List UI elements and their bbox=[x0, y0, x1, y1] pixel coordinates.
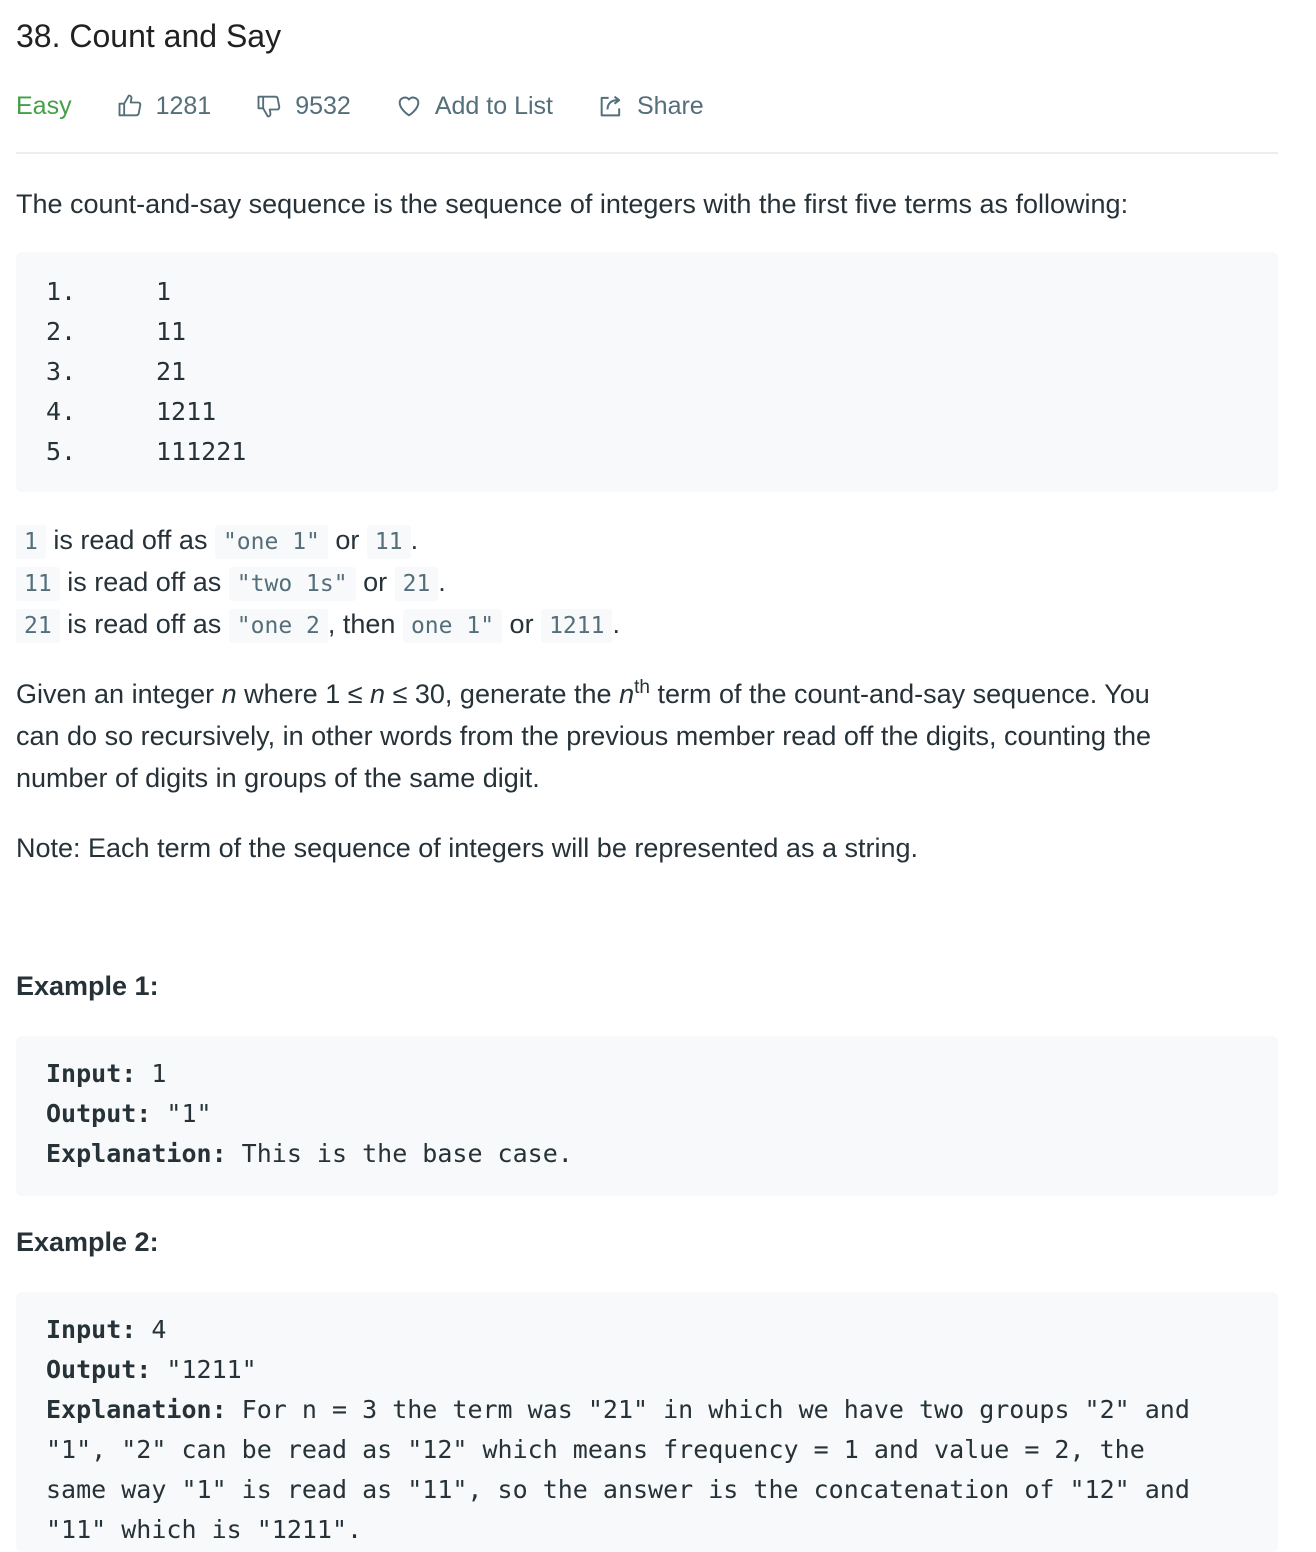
example-1-heading: Example 1: bbox=[16, 971, 159, 1001]
share-icon bbox=[597, 92, 625, 120]
sequence-line: 5. 111221 bbox=[46, 437, 247, 466]
example-2-block: Input: 4 Output: "1211" Explanation: For n = 3 the term was "21" in which we have two groups "2" and "1", "2" can be read as "12" which means frequency = 1 and value = 2, the same way "1" is read as "11", so the answer is the concatenation of "12" and "11" which is "1211". bbox=[16, 1292, 1278, 1552]
heart-icon bbox=[395, 92, 423, 120]
dislike-button[interactable] bbox=[255, 92, 351, 121]
add-to-list-button[interactable] bbox=[395, 92, 553, 121]
problem-title: 38. Count and Say bbox=[16, 18, 282, 54]
readoff-line: 21 is read off as "one 2 , then one 1" or 1211 . bbox=[16, 603, 620, 647]
example-2-heading: Example 2: bbox=[16, 1227, 159, 1257]
sequence-line: 4. 1211 bbox=[46, 397, 217, 426]
sequence-line: 3. 21 bbox=[46, 357, 187, 386]
problem-meta-bar bbox=[16, 84, 748, 128]
dislike-count: 9532 bbox=[295, 91, 351, 120]
divider bbox=[16, 152, 1278, 154]
add-to-list-label: Add to List bbox=[434, 91, 553, 120]
like-button[interactable] bbox=[116, 92, 212, 121]
share-button[interactable] bbox=[597, 92, 704, 121]
note-text: Note: Each term of the sequence of integers will be represented as a string. bbox=[16, 833, 918, 863]
thumbs-up-icon bbox=[116, 92, 144, 120]
difficulty-label: Easy bbox=[16, 91, 72, 120]
thumbs-down-icon bbox=[255, 92, 283, 120]
intro-text: The count-and-say sequence is the sequence of integers with the first five terms as following: bbox=[16, 189, 1129, 219]
share-label: Share bbox=[636, 91, 704, 120]
readoff-line: 1 is read off as "one 1" or 11 . bbox=[16, 519, 418, 563]
readoff-line: 11 is read off as "two 1s" or 21 . bbox=[16, 561, 446, 605]
like-count: 1281 bbox=[155, 91, 212, 120]
sequence-block bbox=[16, 252, 1278, 492]
sequence-line: 2. 11 bbox=[46, 317, 187, 346]
problem-statement: Given an integer n where 1 ≤ n ≤ 30, generate the $n^{th}$ term of the count-and-say sequence. You can do so recursively, in other words from the previous member read off the digits, counting the number of digits in groups of the same digit. bbox=[16, 677, 1152, 793]
example-1-block: Input: 1 Output: "1" Explanation: This is the base case. bbox=[16, 1036, 1278, 1196]
sequence-line: 1. 1 bbox=[46, 277, 172, 306]
